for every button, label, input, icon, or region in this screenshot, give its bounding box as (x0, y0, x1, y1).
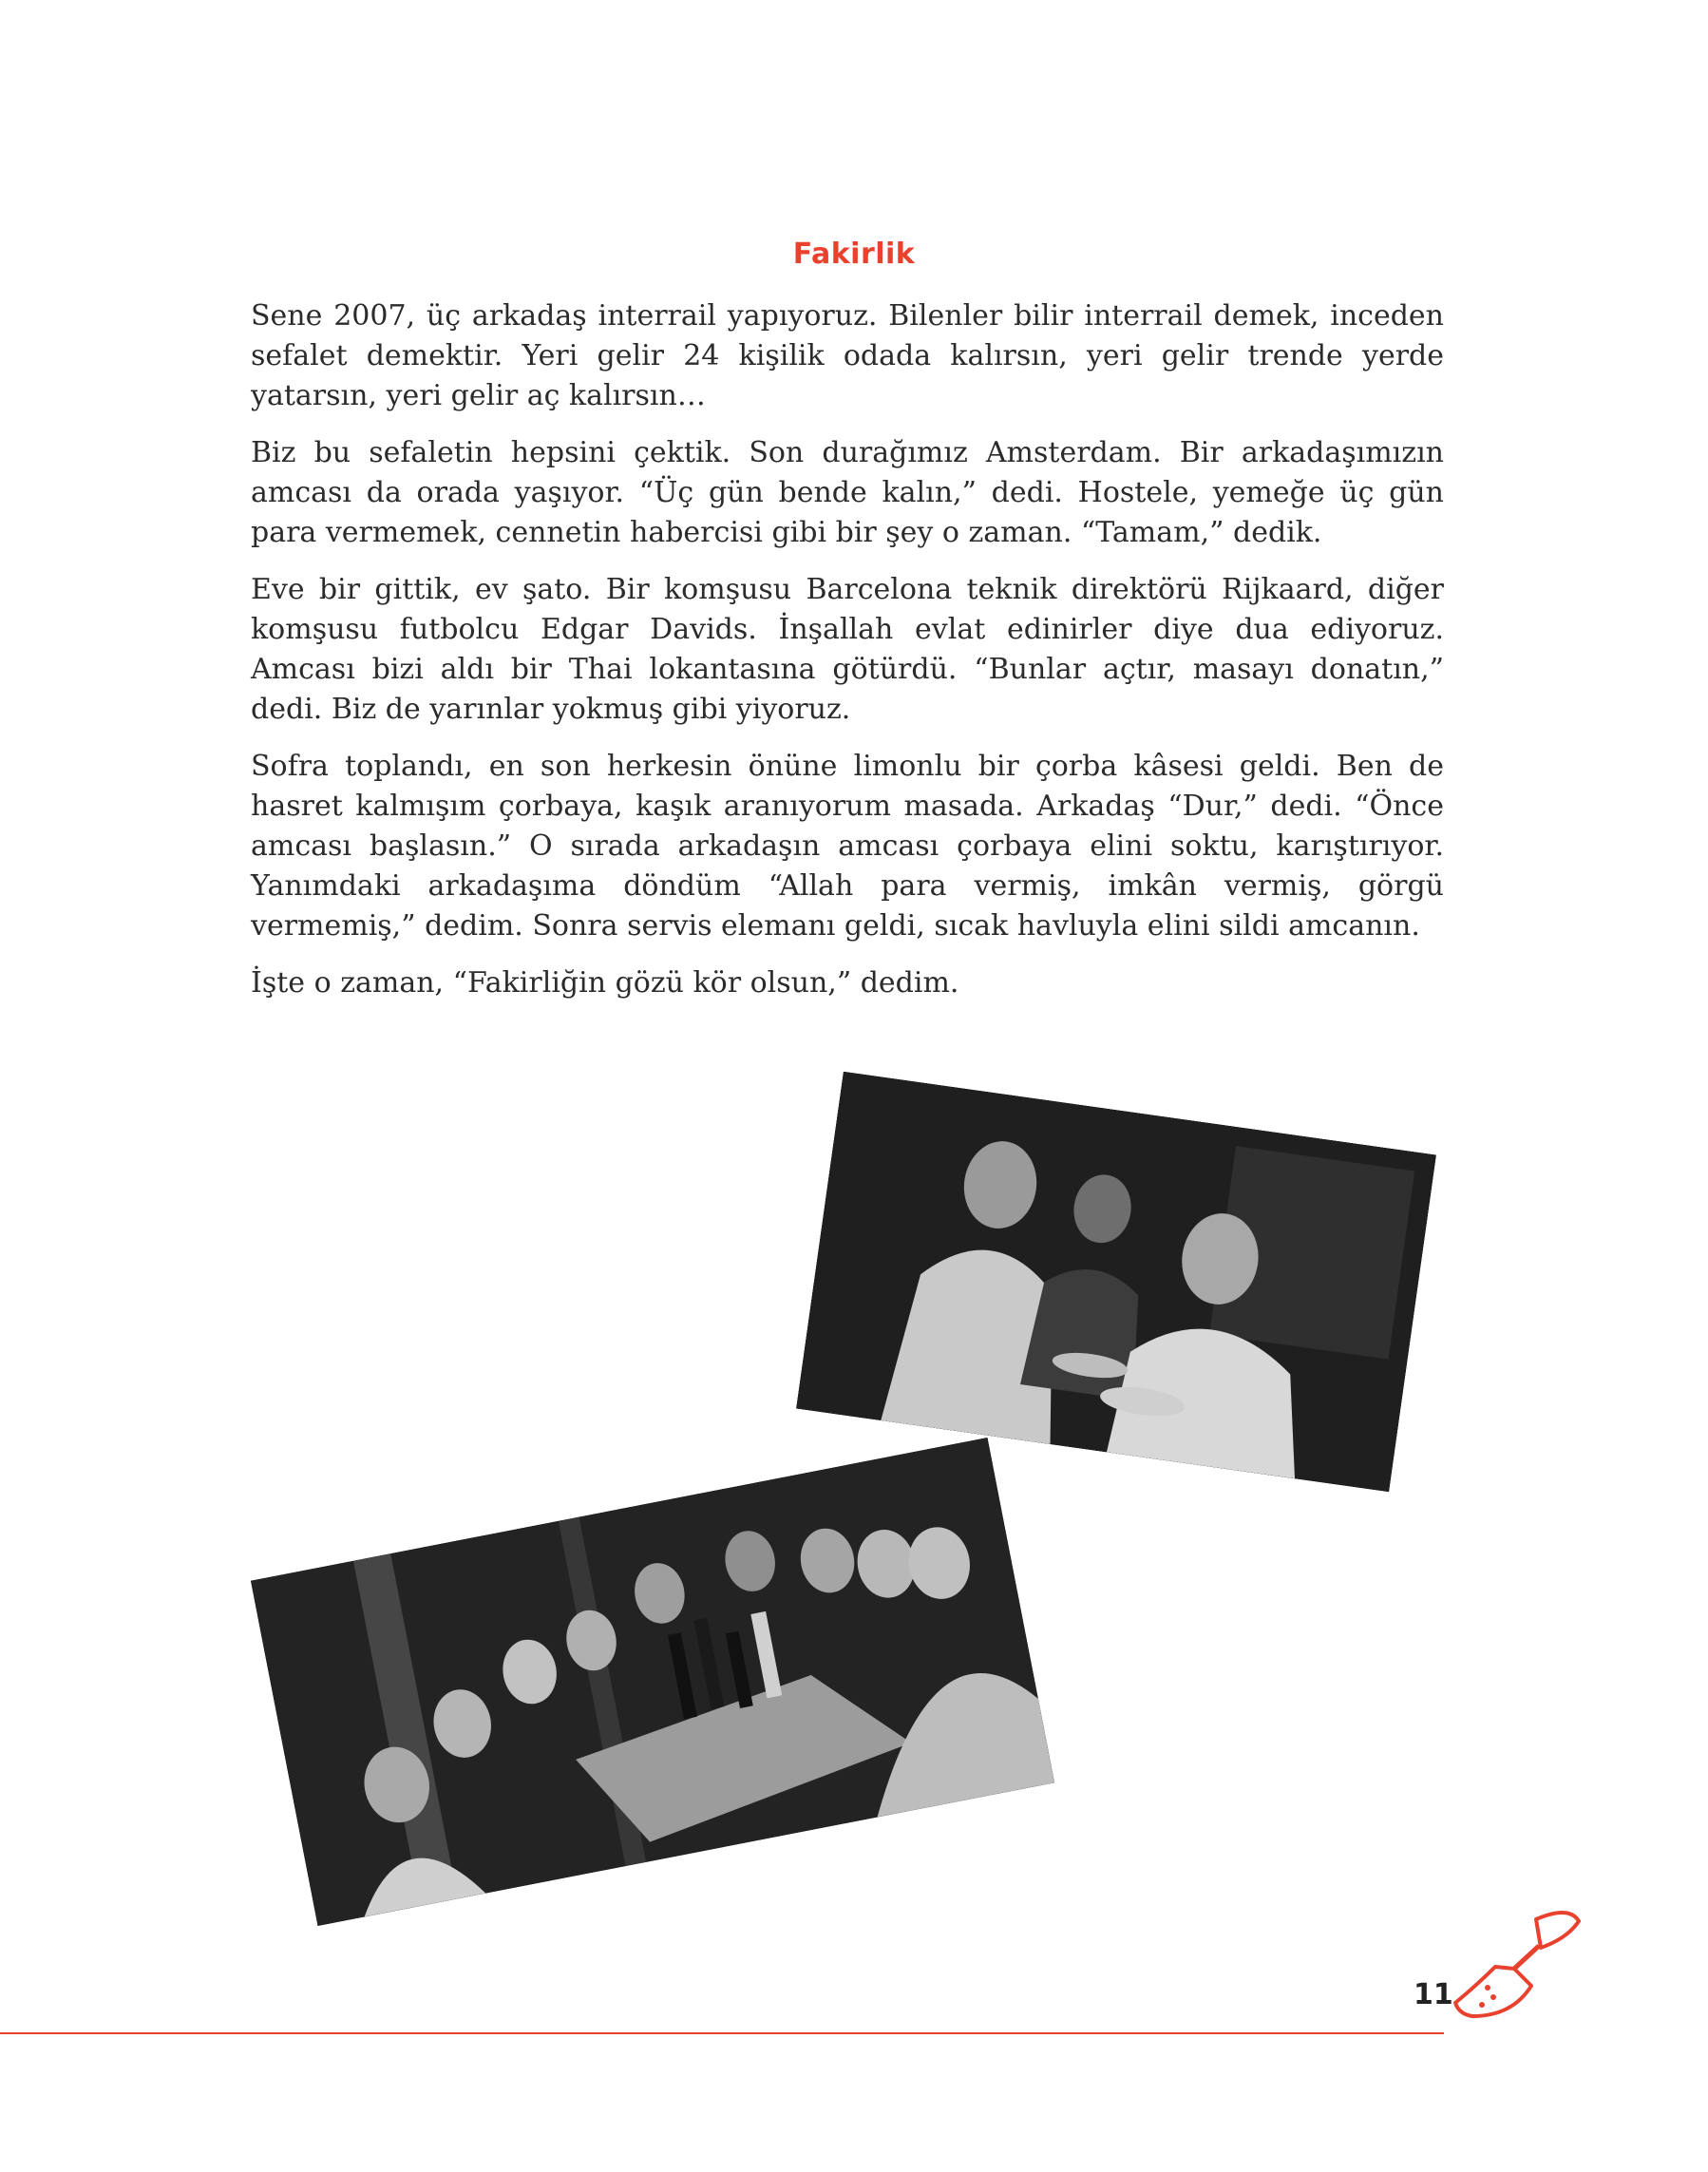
paragraph-2: Biz bu sefaletin hepsini çektik. Son durağımız Amsterdam. Bir arkadaşımızın amcası da orada yaşıyor. “Üç gün bende kalın,” dedi. Hostele, yemeğe üç gün para vermemek, cennetin habercisi gibi bir şey o zaman. “Tamam,” dedik. (251, 436, 1444, 549)
trowel-icon (1446, 1910, 1588, 2024)
page-number: 11 (1414, 1978, 1453, 2011)
footer-rule (0, 2032, 1444, 2034)
paragraph-4: Sofra toplandı, en son herkesin önüne limonlu bir çorba kâsesi geldi. Ben de hasret kalmışım çorbaya, kaşık aranıyorum masada. Arkadaş “Dur,” dedi. “Önce amcası başlasın.” O sırada arkadaşın amcası çorbaya elini soktu, karıştırıyor. Yanımdaki arkadaşıma döndüm “Allah para vermiş, imkân vermiş, görgü vermemiş,” dedim. Sonra servis elemanı geldi, sıcak havluyla elini sildi amcanın. (251, 750, 1444, 943)
body-text (251, 296, 1444, 1020)
photo-three-friends-illustration (796, 1072, 1436, 1492)
paragraph-5: İşte o zaman, “Fakirliğin gözü kör olsun,” dedim. (251, 966, 959, 1000)
photo-group-dinner (251, 1438, 1054, 1926)
photo-group-dinner-illustration (251, 1438, 1054, 1926)
paragraph-1: Sene 2007, üç arkadaş interrail yapıyoruz. Bilenler bilir interrail demek, inceden sefalet demektir. Yeri gelir 24 kişilik odada kalırsın, yeri gelir trende yerde yatarsın, yeri gelir aç kalırsın… (251, 299, 1444, 412)
chapter-title: Fakirlik (792, 238, 916, 271)
photo-three-friends (796, 1072, 1436, 1492)
paragraph-3: Eve bir gittik, ev şato. Bir komşusu Barcelona teknik direktörü Rijkaard, diğer komşusu futbolcu Edgar Davids. İnşallah evlat edinirler diye dua ediyoruz. Amcası bizi aldı bir Thai lokantasına götürdü. “Bunlar açtır, masayı donatın,” dedi. Biz de yarınlar yokmuş gibi yiyoruz. (251, 573, 1444, 726)
